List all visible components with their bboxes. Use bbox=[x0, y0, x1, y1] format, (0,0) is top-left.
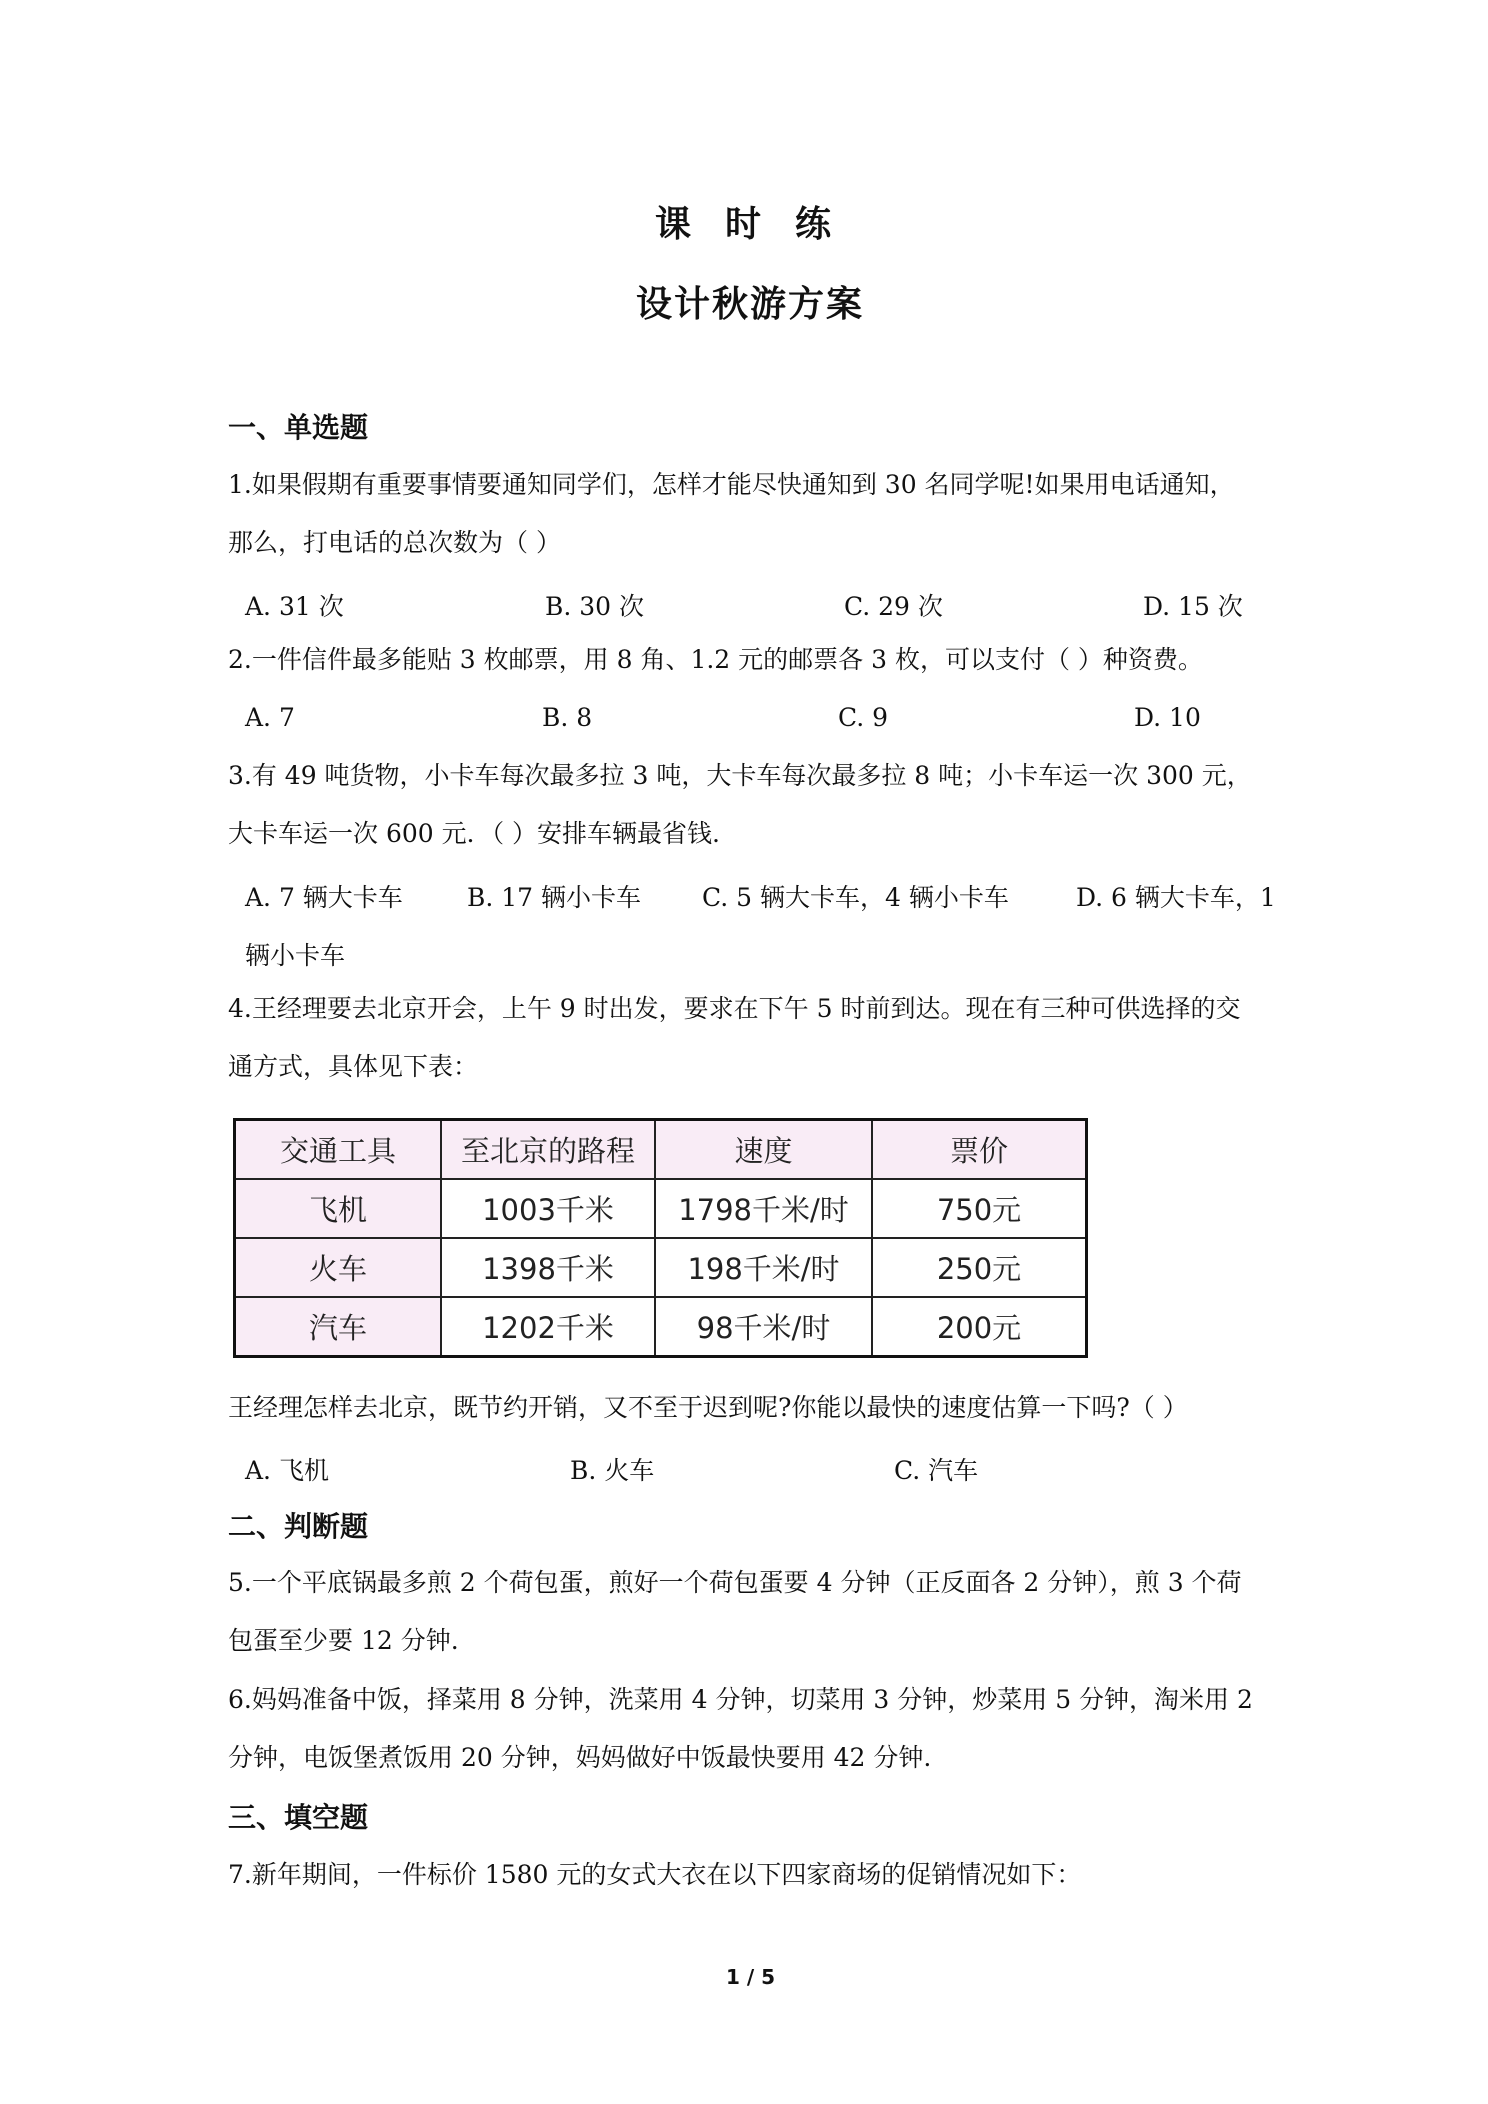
table-cell: 1798千米/时 bbox=[655, 1179, 872, 1238]
q4-option-b[interactable]: B. 火车 bbox=[570, 1456, 655, 1485]
q1-option-c[interactable]: C. 29 次 bbox=[844, 592, 943, 621]
table-cell: 98千米/时 bbox=[655, 1297, 872, 1357]
question-5-line-2: 包蛋至少要 12 分钟. bbox=[228, 1626, 459, 1655]
q3-option-c[interactable]: C. 5 辆大卡车，4 辆小卡车 bbox=[702, 883, 1009, 912]
table-cell: 飞机 bbox=[235, 1179, 442, 1238]
question-4-line-2: 通方式，具体见下表： bbox=[228, 1052, 479, 1081]
section-heading-fill-blank: 三、填空题 bbox=[228, 1801, 369, 1834]
table-cell: 1003千米 bbox=[441, 1179, 655, 1238]
table-cell: 750元 bbox=[872, 1179, 1087, 1238]
table-cell: 250元 bbox=[872, 1238, 1087, 1297]
table-header-cell: 交通工具 bbox=[235, 1120, 442, 1180]
question-4-line-3: 王经理怎样去北京，既节约开销，又不至于迟到呢?你能以最快的速度估算一下吗?（ ） bbox=[228, 1393, 1188, 1422]
q3-option-d-wrap: 辆小卡车 bbox=[245, 941, 346, 970]
table-row bbox=[235, 1238, 1087, 1297]
question-6-line-1: 6.妈妈准备中饭，择菜用 8 分钟，洗菜用 4 分钟，切菜用 3 分钟，炒菜用 5 分钟，淘米用 2 bbox=[228, 1685, 1253, 1714]
question-3-line-1: 3.有 49 吨货物，小卡车每次最多拉 3 吨，大卡车每次最多拉 8 吨；小卡车运一次 300 元， bbox=[228, 761, 1252, 790]
question-1-line-1: 1.如果假期有重要事情要通知同学们，怎样才能尽快通知到 30 名同学呢!如果用电话通知， bbox=[228, 470, 1235, 499]
table-cell: 汽车 bbox=[235, 1297, 442, 1357]
q4-option-c[interactable]: C. 汽车 bbox=[894, 1456, 979, 1485]
table-cell: 1398千米 bbox=[441, 1238, 655, 1297]
q3-option-d[interactable]: D. 6 辆大卡车，1 bbox=[1076, 883, 1276, 912]
q2-option-a[interactable]: A. 7 bbox=[245, 703, 295, 732]
q2-option-b[interactable]: B. 8 bbox=[542, 703, 593, 732]
table-row bbox=[235, 1179, 1087, 1238]
question-2-line-1: 2.一件信件最多能贴 3 枚邮票，用 8 角、1.2 元的邮票各 3 枚，可以支付（ ）种资费。 bbox=[228, 645, 1203, 674]
table-header-cell: 至北京的路程 bbox=[441, 1120, 655, 1180]
page-subtitle: 设计秋游方案 bbox=[636, 284, 865, 325]
question-3-line-2: 大卡车运一次 600 元．（ ）安排车辆最省钱. bbox=[228, 819, 721, 848]
question-7-line-1: 7.新年期间，一件标价 1580 元的女式大衣在以下四家商场的促销情况如下： bbox=[228, 1860, 1082, 1889]
table-cell: 火车 bbox=[235, 1238, 442, 1297]
q4-option-a[interactable]: A. 飞机 bbox=[245, 1456, 329, 1485]
section-heading-single-choice: 一、单选题 bbox=[228, 411, 369, 444]
table-cell: 200元 bbox=[872, 1297, 1087, 1357]
table-header-cell: 票价 bbox=[872, 1120, 1087, 1180]
question-6-line-2: 分钟，电饭堡煮饭用 20 分钟，妈妈做好中饭最快要用 42 分钟. bbox=[228, 1743, 932, 1772]
page-title: 课时练 bbox=[655, 204, 866, 245]
table-cell: 198千米/时 bbox=[655, 1238, 872, 1297]
q3-option-b[interactable]: B. 17 辆小卡车 bbox=[467, 883, 642, 912]
transport-table bbox=[233, 1118, 1088, 1358]
table-cell: 1202千米 bbox=[441, 1297, 655, 1357]
table-header-cell: 速度 bbox=[655, 1120, 872, 1180]
q3-option-a[interactable]: A. 7 辆大卡车 bbox=[245, 883, 403, 912]
page-number: 1 / 5 bbox=[726, 1965, 776, 1989]
question-5-line-1: 5.一个平底锅最多煎 2 个荷包蛋，煎好一个荷包蛋要 4 分钟（正反面各 2 分钟），煎 3 个荷 bbox=[228, 1568, 1242, 1597]
q2-option-c[interactable]: C. 9 bbox=[838, 703, 889, 732]
q1-option-b[interactable]: B. 30 次 bbox=[545, 592, 645, 621]
q2-option-d[interactable]: D. 10 bbox=[1134, 703, 1201, 732]
q1-option-a[interactable]: A. 31 次 bbox=[245, 592, 344, 621]
section-heading-true-false: 二、判断题 bbox=[228, 1510, 369, 1543]
table-row bbox=[235, 1297, 1087, 1357]
q1-option-d[interactable]: D. 15 次 bbox=[1143, 592, 1243, 621]
question-4-line-1: 4.王经理要去北京开会，上午 9 时出发，要求在下午 5 时前到达。现在有三种可供选择的交 bbox=[228, 994, 1241, 1023]
table-header-row bbox=[235, 1120, 1087, 1180]
question-1-line-2: 那么，打电话的总次数为（ ） bbox=[228, 528, 561, 557]
